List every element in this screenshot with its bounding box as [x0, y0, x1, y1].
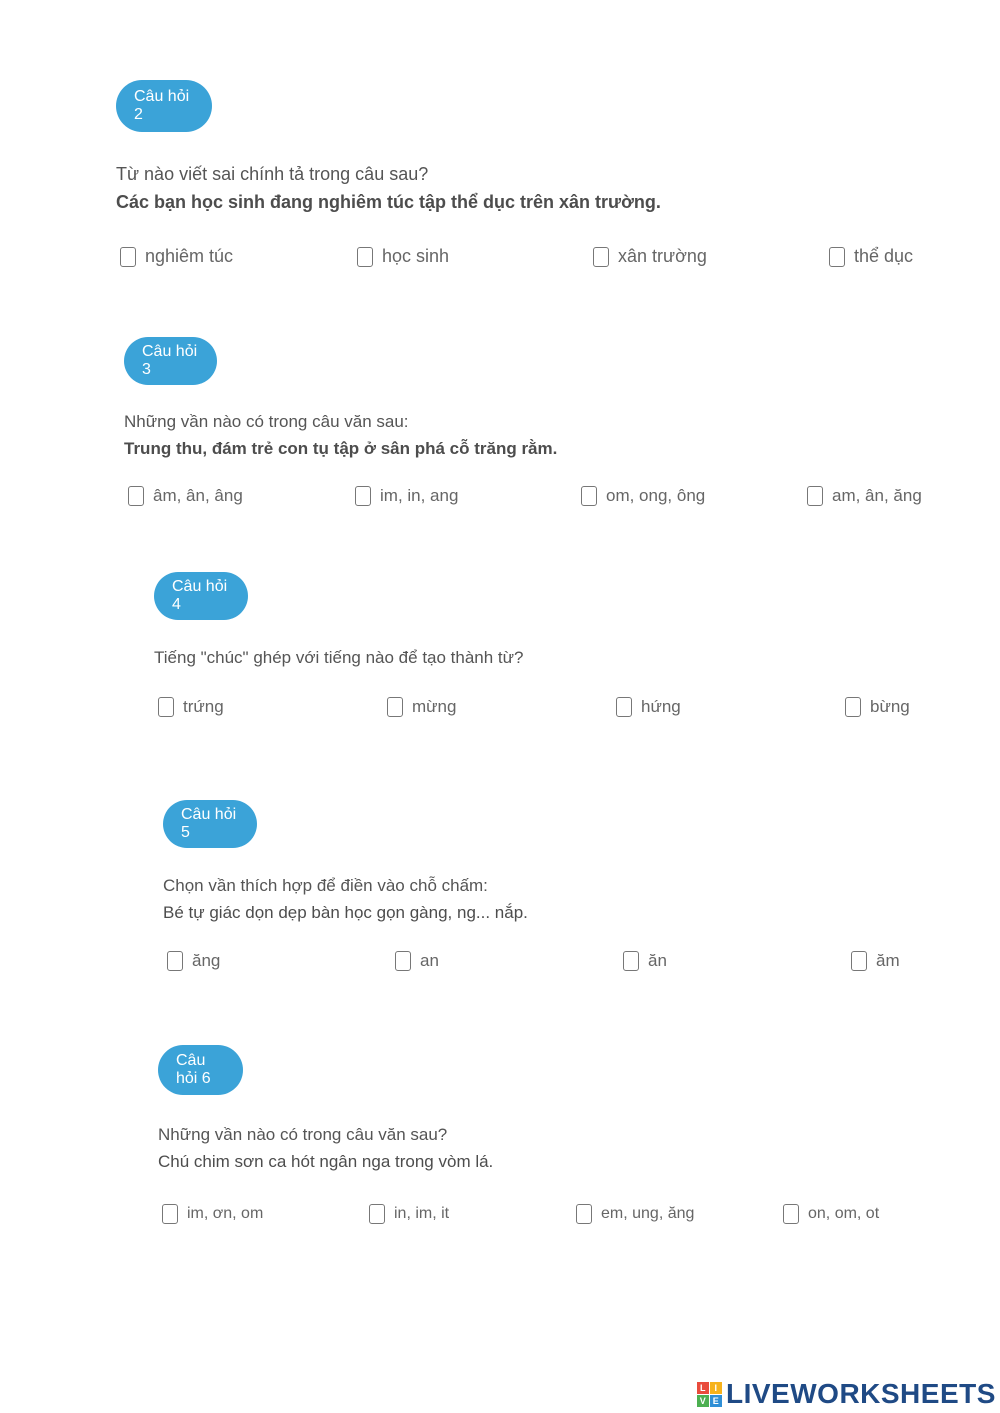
answer-option[interactable]: [355, 486, 458, 506]
answer-option[interactable]: [395, 951, 439, 971]
prompt-line-1: Tiếng "chúc" ghép với tiếng nào để tạo thành từ?: [154, 648, 524, 667]
checkbox[interactable]: [395, 951, 411, 971]
prompt-line-1: Từ nào viết sai chính tả trong câu sau?: [116, 164, 429, 184]
option-label: xân trường: [618, 246, 707, 266]
prompt-line-1: Những vần nào có trong câu văn sau?: [158, 1125, 448, 1144]
option-label: om, ong, ông: [606, 486, 706, 505]
checkbox[interactable]: [616, 697, 632, 717]
question-badge: Câu hỏi 4: [154, 572, 248, 620]
answer-option[interactable]: [369, 1204, 449, 1224]
logo-mark-letter: I: [710, 1382, 722, 1394]
checkbox[interactable]: [576, 1204, 592, 1224]
option-label: im, ơn, om: [187, 1205, 264, 1222]
checkbox[interactable]: [581, 486, 597, 506]
option-label: thể dục: [854, 246, 914, 266]
question-prompt: [116, 160, 661, 216]
option-label: ăng: [192, 951, 221, 970]
checkbox[interactable]: [162, 1204, 178, 1224]
prompt-line-2: Trung thu, đám trẻ con tụ tập ở sân phá cỗ trăng rằm.: [124, 439, 558, 458]
checkbox[interactable]: [357, 247, 373, 267]
answer-option[interactable]: [783, 1204, 879, 1224]
option-label: trứng: [183, 697, 224, 716]
checkbox[interactable]: [593, 247, 609, 267]
question-prompt: [163, 872, 528, 926]
checkbox[interactable]: [369, 1204, 385, 1224]
answer-option[interactable]: [829, 246, 913, 267]
option-label: nghiêm túc: [145, 246, 234, 266]
option-label: bừng: [870, 697, 910, 716]
checkbox[interactable]: [387, 697, 403, 717]
liveworksheets-logo: [697, 1378, 996, 1410]
answer-option[interactable]: [128, 486, 243, 506]
answer-option[interactable]: [167, 951, 220, 971]
option-label: mừng: [412, 697, 457, 716]
logo-mark-letter: E: [710, 1395, 722, 1407]
answer-option[interactable]: [387, 697, 456, 717]
checkbox[interactable]: [783, 1204, 799, 1224]
question-badge: Câu hỏi 3: [124, 337, 217, 385]
answer-option[interactable]: [576, 1204, 694, 1224]
option-label: học sinh: [382, 246, 450, 266]
answer-option[interactable]: [623, 951, 667, 971]
answer-option[interactable]: [593, 246, 707, 267]
answer-option[interactable]: [357, 246, 449, 267]
checkbox[interactable]: [355, 486, 371, 506]
answer-option[interactable]: [120, 246, 233, 267]
checkbox[interactable]: [158, 697, 174, 717]
option-label: on, om, ot: [808, 1205, 880, 1222]
prompt-line-2: Chú chim sơn ca hót ngân nga trong vòm lá.: [158, 1152, 494, 1171]
prompt-line-1: Chọn vần thích hợp để điền vào chỗ chấm:: [163, 876, 488, 895]
checkbox[interactable]: [829, 247, 845, 267]
answer-option[interactable]: [807, 486, 922, 506]
logo-mark-icon: [697, 1382, 722, 1407]
checkbox[interactable]: [623, 951, 639, 971]
option-label: im, in, ang: [380, 486, 459, 505]
question-prompt: [154, 644, 524, 671]
prompt-line-2: Các bạn học sinh đang nghiêm túc tập thể dục trên xân trường.: [116, 192, 661, 212]
answer-option[interactable]: [851, 951, 900, 971]
option-label: hứng: [641, 697, 681, 716]
answer-option[interactable]: [616, 697, 681, 717]
question-badge: Câu hỏi 6: [158, 1045, 243, 1095]
option-label: ăm: [876, 951, 900, 970]
prompt-line-2: Bé tự giác dọn dẹp bàn học gọn gàng, ng... nắp.: [163, 903, 528, 922]
logo-text: LIVEWORKSHEETS: [726, 1378, 996, 1409]
question-badge: Câu hỏi 2: [116, 80, 212, 132]
logo-mark-letter: V: [697, 1395, 709, 1407]
option-label: âm, ân, âng: [153, 486, 243, 505]
answer-option[interactable]: [162, 1204, 263, 1224]
checkbox[interactable]: [807, 486, 823, 506]
option-label: am, ân, ăng: [832, 486, 922, 505]
option-label: em, ung, ăng: [601, 1205, 695, 1222]
answer-option[interactable]: [845, 697, 910, 717]
question-prompt: [158, 1121, 493, 1175]
question-badge: Câu hỏi 5: [163, 800, 257, 848]
option-label: an: [420, 951, 439, 970]
question-prompt: [124, 408, 557, 462]
prompt-line-1: Những vần nào có trong câu văn sau:: [124, 412, 409, 431]
checkbox[interactable]: [120, 247, 136, 267]
answer-option[interactable]: [158, 697, 224, 717]
checkbox[interactable]: [167, 951, 183, 971]
checkbox[interactable]: [845, 697, 861, 717]
answer-option[interactable]: [581, 486, 705, 506]
checkbox[interactable]: [128, 486, 144, 506]
logo-mark-letter: L: [697, 1382, 709, 1394]
option-label: ăn: [648, 951, 667, 970]
option-label: in, im, it: [394, 1205, 450, 1222]
checkbox[interactable]: [851, 951, 867, 971]
